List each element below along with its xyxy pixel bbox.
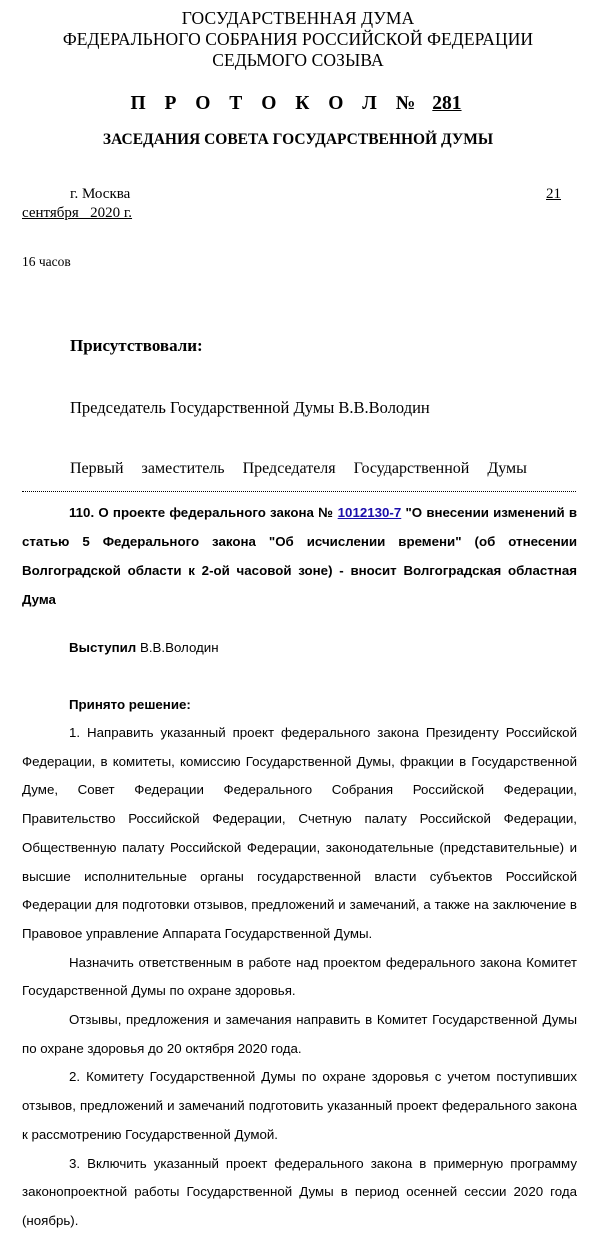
speaker-name: В.В.Володин — [136, 640, 219, 655]
meeting-city: г. Москва — [70, 186, 131, 202]
speaker-line — [69, 640, 219, 655]
meeting-time: 16 часов — [22, 254, 71, 269]
protocol-label: П Р О Т О К О Л № — [130, 93, 423, 114]
attendance-cut-text: Первый заместитель Председателя Государственной Думы — [70, 460, 527, 477]
attendance-chairman: Председатель Государственной Думы В.В.Володин — [70, 398, 430, 417]
section-divider — [22, 483, 576, 492]
decision-paragraph-3: Отзывы, предложения и замечания направить в Комитет Государственной Думы по охране здоровья до 20 октября 2020 года. — [22, 1012, 577, 1056]
agenda-item-title: "О внесении изменений в статью 5 Федерального закона "Об исчислении времени" (об отнесении Волгоградской области к 2-ой часовой зоне) - вносит Волгоградская областная Дума — [22, 505, 577, 607]
header-line-2: ФЕДЕРАЛЬНОГО СОБРАНИЯ РОССИЙСКОЙ ФЕДЕРАЦИИ — [62, 29, 534, 49]
header-line-1: ГОСУДАРСТВЕННАЯ ДУМА — [181, 8, 415, 28]
decision-paragraph-4: 2. Комитету Государственной Думы по охране здоровья с учетом поступивших отзывов, предложений и замечаний подготовить указанный проект федерального закона к рассмотрению Государственной Думой. — [22, 1069, 577, 1142]
attendance-cut-line — [70, 458, 590, 480]
meeting-day: 21 — [546, 186, 561, 202]
attendance-heading: Присутствовали: — [70, 336, 203, 355]
bill-link[interactable]: 1012130-7 — [337, 505, 402, 520]
meeting-month-year: сентября 2020 г. — [22, 205, 133, 221]
decision-paragraph-2: Назначить ответственным в работе над проектом федерального закона Комитет Государственной Думы по охране здоровья. — [22, 954, 577, 999]
document-header — [0, 8, 596, 71]
decision-body — [22, 719, 577, 1236]
agenda-item-lead: 110. О проекте федерального закона № — [69, 505, 338, 520]
protocol-number: 281 — [432, 93, 462, 114]
decision-paragraph-1: 1. Направить указанный проект федерального закона Президенту Российской Федерации, в комитеты, комиссию Государственной Думы, фракции в Государственной Думе, Совет Федерации Федерального Собрания Российской Федерации, Правительство Российской Федерации, Счетную палату Российской Федерации, Общественную палату Российской Федерации, законодательные (представительные) и высшие исполнительные органы государственной власти субъектов Российской Федерации для подготовки отзывов, предложений и замечаний, а также на заключение в Правовое управление Аппарата Государственной Думы. — [22, 725, 577, 941]
header-line-3: СЕДЬМОГО СОЗЫВА — [212, 50, 384, 70]
protocol-title — [0, 93, 596, 115]
decision-paragraph-5: 3. Включить указанный проект федерального закона в примерную программу законопроектной работы Государственной Думы в период осенней сессии 2020 года (ноябрь). — [22, 1155, 577, 1228]
agenda-item-110 — [22, 498, 577, 614]
decision-heading: Принято решение: — [69, 697, 191, 712]
speaker-label: Выступил — [69, 640, 137, 655]
protocol-subtitle: ЗАСЕДАНИЯ СОВЕТА ГОСУДАРСТВЕННОЙ ДУМЫ — [102, 131, 494, 148]
